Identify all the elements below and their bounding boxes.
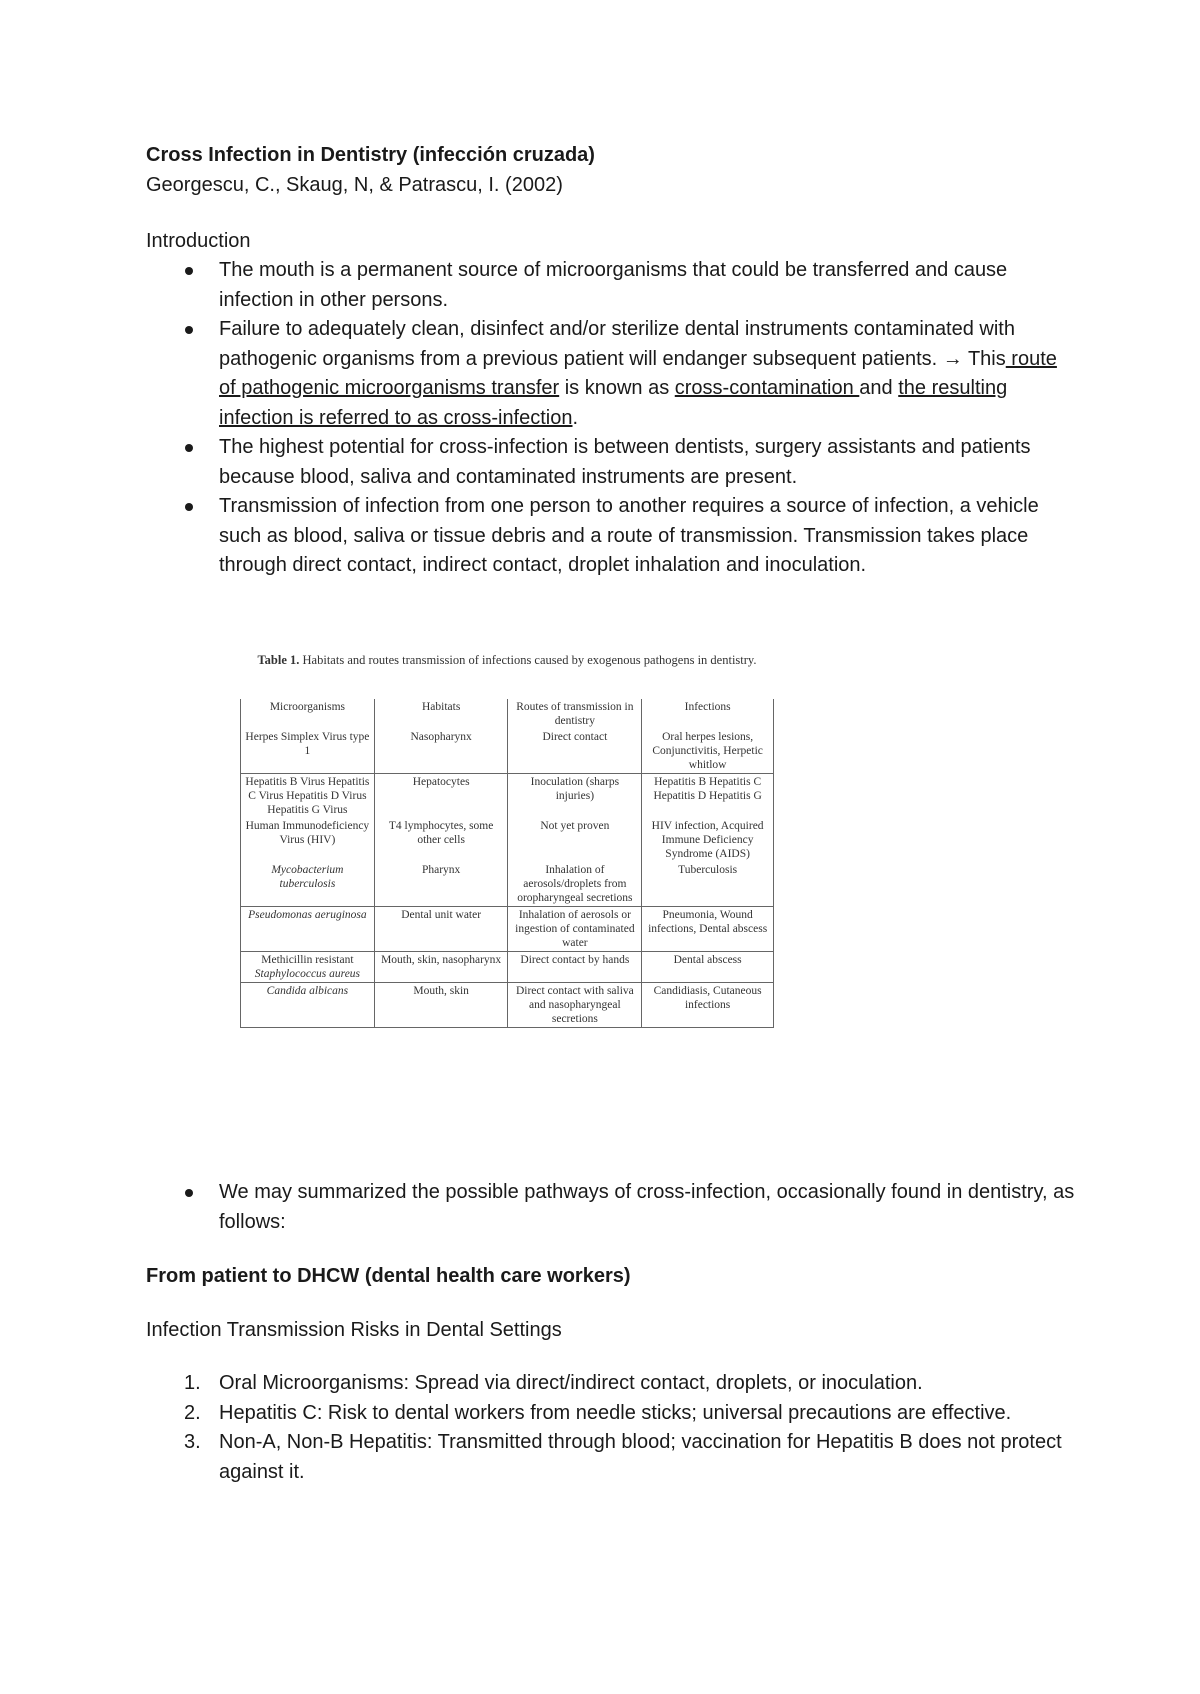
table-cell (241, 952, 375, 983)
table-cell: Inhalation of aerosols/droplets from oropharyngeal secretions (508, 862, 642, 907)
cell-text-italic: Staphylococcus aureus (254, 968, 361, 980)
table-cell: Dental abscess (642, 952, 774, 983)
intro-bullet-list (146, 256, 1076, 581)
list-item (146, 1178, 1076, 1237)
cell-text: Methicillin resistant (261, 954, 354, 966)
table-cell: Hepatitis B Virus Hepatitis C Virus Hepatitis D Virus Hepatitis G Virus (241, 774, 375, 819)
list-number: 3. (184, 1431, 201, 1453)
bullet-icon (185, 267, 193, 275)
table-cell: Mouth, skin (374, 983, 508, 1028)
table-row (241, 907, 774, 952)
numbered-list (146, 1369, 1076, 1487)
bullet-text: is known as (559, 377, 675, 399)
underlined-phrase: route of pathogenic microorganisms transfer (219, 347, 1057, 399)
table-caption (238, 653, 776, 668)
document-body-continued (146, 1178, 1076, 1487)
col-header: Infections (642, 699, 774, 729)
col-header: Microorganisms (241, 699, 375, 729)
section-subheading: Infection Transmission Risks in Dental Settings (146, 1319, 562, 1341)
table-row (241, 983, 774, 1028)
list-item (146, 492, 1076, 581)
bullet-text: Failure to adequately clean, disinfect and/or sterilize dental instruments contaminated with pathogenic organisms from a previous patient will endanger subsequent patients. → This (219, 318, 1015, 370)
list-item (146, 1369, 1076, 1399)
table-cell: Inhalation of aerosols or ingestion of contaminated water (508, 907, 642, 952)
table-cell: Pharynx (374, 862, 508, 907)
table-cell: Candidiasis, Cutaneous infections (642, 983, 774, 1028)
bullet-text: The mouth is a permanent source of microorganisms that could be transferred and cause infection in other persons. (219, 259, 1008, 311)
table-cell: Direct contact by hands (508, 952, 642, 983)
table-header-row (241, 699, 774, 729)
bullet-icon (185, 326, 193, 334)
bullet-icon (185, 444, 193, 452)
doc-title: Cross Infection in Dentistry (infección cruzada) (146, 144, 595, 166)
table-cell: Direct contact (508, 729, 642, 774)
bullet-text: and (859, 377, 899, 399)
summary-bullet-list (146, 1178, 1076, 1237)
table-cell: Oral herpes lesions, Conjunctivitis, Herpetic whitlow (642, 729, 774, 774)
list-text: Oral Microorganisms: Spread via direct/indirect contact, droplets, or inoculation. (219, 1372, 923, 1394)
table-cell: Pseudomonas aeruginosa (241, 907, 375, 952)
table-row (241, 862, 774, 907)
list-text: Non-A, Non-B Hepatitis: Transmitted through blood; vaccination for Hepatitis B does not protect against it. (219, 1431, 1062, 1483)
table-cell: Pneumonia, Wound infections, Dental abscess (642, 907, 774, 952)
habitats-table (240, 699, 774, 1028)
table-cell: Not yet proven (508, 818, 642, 862)
table-cell: Tuberculosis (642, 862, 774, 907)
table-cell: Inoculation (sharps injuries) (508, 774, 642, 819)
underlined-phrase: cross-contamination (674, 377, 860, 399)
list-number: 2. (184, 1401, 201, 1424)
list-item (146, 256, 1076, 315)
section-heading: From patient to DHCW (dental health care workers) (146, 1265, 631, 1287)
table-cell: Direct contact with saliva and nasopharyngeal secretions (508, 983, 642, 1028)
table-row (241, 952, 774, 983)
table-cell: Dental unit water (374, 907, 508, 952)
table-row (241, 729, 774, 774)
col-header: Habitats (374, 699, 508, 729)
table-cell: Candida albicans (241, 983, 375, 1028)
intro-label: Introduction (146, 230, 251, 252)
list-item (146, 1399, 1076, 1429)
bullet-text: We may summarized the possible pathways of cross-infection, occasionally found in dentistry, as follows: (219, 1181, 1075, 1233)
table-cell: Hepatocytes (374, 774, 508, 819)
habitats-table-figure (238, 653, 776, 1131)
table-row (241, 774, 774, 819)
table-row (241, 818, 774, 862)
table-cell: Herpes Simplex Virus type 1 (241, 729, 375, 774)
list-item (146, 433, 1076, 492)
col-header: Routes of transmission in dentistry (508, 699, 642, 729)
table-caption-text: Habitats and routes transmission of infections caused by exogenous pathogens in dentistry. (299, 653, 757, 667)
bullet-text: The highest potential for cross-infection is between dentists, surgery assistants and patients because blood, saliva and contaminated instruments are present. (219, 436, 1031, 488)
table-cell: Hepatitis B Hepatitis C Hepatitis D Hepatitis G (642, 774, 774, 819)
bullet-icon (185, 503, 193, 511)
list-item (146, 315, 1076, 433)
table-cell: T4 lymphocytes, some other cells (374, 818, 508, 862)
bullet-text: . (572, 406, 579, 429)
list-text: Hepatitis C: Risk to dental workers from needle sticks; universal precautions are effective. (219, 1401, 1012, 1424)
list-item (146, 1428, 1076, 1487)
table-cell: Mouth, skin, nasopharynx (374, 952, 508, 983)
bullet-icon (185, 1189, 193, 1197)
table-cell: Nasopharynx (374, 729, 508, 774)
table-cell: HIV infection, Acquired Immune Deficiency Syndrome (AIDS) (642, 818, 774, 862)
doc-authors: Georgescu, C., Skaug, N, & Patrascu, I. (2002) (146, 174, 563, 196)
bullet-text: Transmission of infection from one person to another requires a source of infection, a vehicle such as blood, saliva or tissue debris and a route of transmission. Transmission takes place through direct contact, indirect contact, droplet inhalation and inoculation. (219, 495, 1039, 576)
table-cell: Mycobacterium tuberculosis (241, 862, 375, 907)
table-cell: Human Immunodeficiency Virus (HIV) (241, 818, 375, 862)
table-caption-label: Table 1. (257, 653, 300, 667)
underlined-phrase: the resulting infection is referred to as cross-infection (219, 377, 1008, 429)
list-number: 1. (184, 1372, 201, 1394)
document-body (146, 140, 1076, 581)
